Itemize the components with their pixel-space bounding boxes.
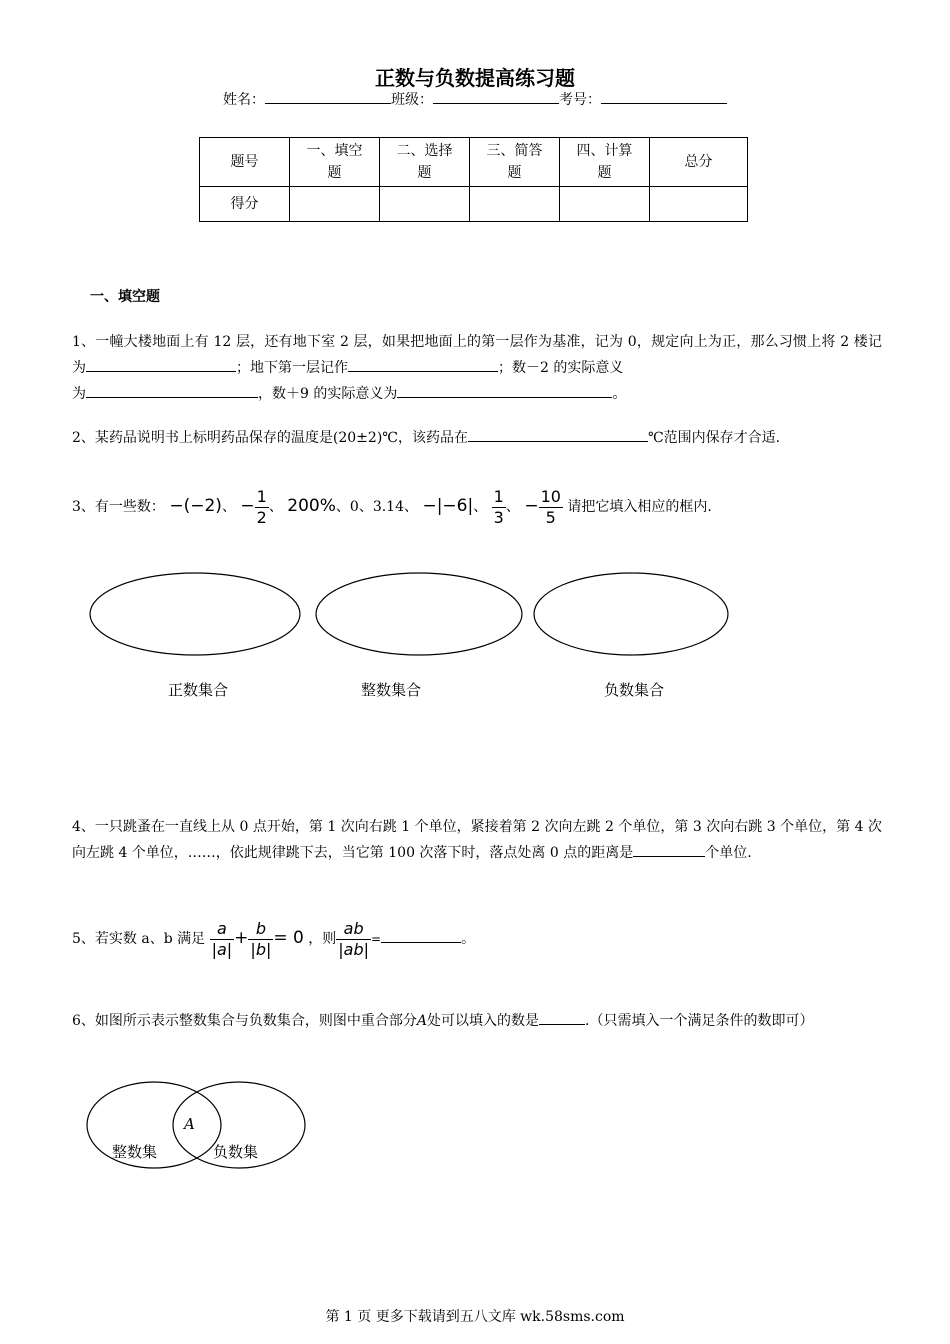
venn-overlap-label: A — [184, 1115, 195, 1133]
q3-number-2: $\frac{1}{2}$ — [256, 486, 267, 527]
venn-integer-label: 整数集 — [112, 1143, 158, 1161]
q3-number-3: 200% — [287, 496, 336, 516]
question-5: 5、若实数 a、b 满足 $\frac{a}{|a|}$ + $\frac{b}{|b|}$ = 0 ，则 $\frac{ab}{|ab|}$ = 。 — [72, 918, 476, 959]
q5-fraction-b: $\frac{b}{|b|}$ — [250, 918, 272, 959]
header-cell-short: 三、简答 题 — [470, 138, 560, 187]
header-cell-number: 题号 — [200, 138, 290, 187]
q5-fraction-a: $\frac{a}{|a|}$ — [211, 918, 233, 959]
score-row-label: 得分 — [200, 187, 290, 222]
q3-number-5: $\frac{1}{3}$ — [493, 486, 504, 527]
positive-set-label: 正数集合 — [168, 681, 229, 699]
integer-set-label: 整数集合 — [361, 681, 422, 699]
question-6: 6、如图所示表示整数集合与负数集合，则图中重合部分A处可以填入的数是 .（只需填入一个满足条件的数即可） — [72, 1008, 882, 1034]
question-4: 4、一只跳蚤在一直线上从 0 点开始，第 1 次向右跳 1 个单位，紧接着第 2 次向左跳 2 个单位，第 3 次向右跳 3 个单位，第 4 次向左跳 4 个单位，……，依此规律跳下去，当它第 100 次落下时，落点处离 0 点的距离是 个单位. — [72, 819, 882, 861]
exam-no-label: 考号： — [559, 92, 601, 108]
q5-fraction-ab: $\frac{ab}{|ab|}$ — [338, 918, 370, 959]
question-1: 1、一幢大楼地面上有 12 层，还有地下室 2 层，如果把地面上的第一层作为基准，记为 0，规定向上为正，那么习惯上将 2 楼记为 ；地下第一层记作 ；数－2 的实际意义 为 ，数＋9 的实际意义为 。 — [72, 334, 882, 402]
header-cell-choice: 二、选择 题 — [380, 138, 470, 187]
q3-number-4: −|−6| — [422, 496, 474, 516]
negative-set-label: 负数集合 — [604, 681, 665, 699]
section-title-fill-in: 一、填空题 — [90, 289, 160, 305]
q3-number-1: −(−2) — [169, 496, 222, 516]
header-cell-total: 总分 — [650, 138, 748, 187]
question-3: 3、有一些数： −(−2)、 − $\frac{1}{2}$ 、 200%、0、3.14、 −|−6|、 $\frac{1}{3}$ 、 − $\frac{10}{5}$ 请把它填入相应的框内. — [72, 486, 712, 527]
class-label: 班级： — [391, 92, 433, 108]
name-label: 姓名： — [223, 92, 265, 108]
q3-number-6: $\frac{10}{5}$ — [540, 486, 561, 527]
page-footer: 第 1 页 更多下载请到五八文库 wk.58sms.com — [325, 1309, 625, 1325]
venn-negative-label: 负数集 — [213, 1143, 259, 1161]
page-title: 正数与负数提高练习题 — [375, 66, 575, 90]
header-cell-calc: 四、计算 题 — [560, 138, 650, 187]
header-cell-fill: 一、填空 题 — [290, 138, 380, 187]
question-2: 2、某药品说明书上标明药品保存的温度是(20±2)℃，该药品在 ℃范围内保存才合适. — [72, 425, 882, 451]
